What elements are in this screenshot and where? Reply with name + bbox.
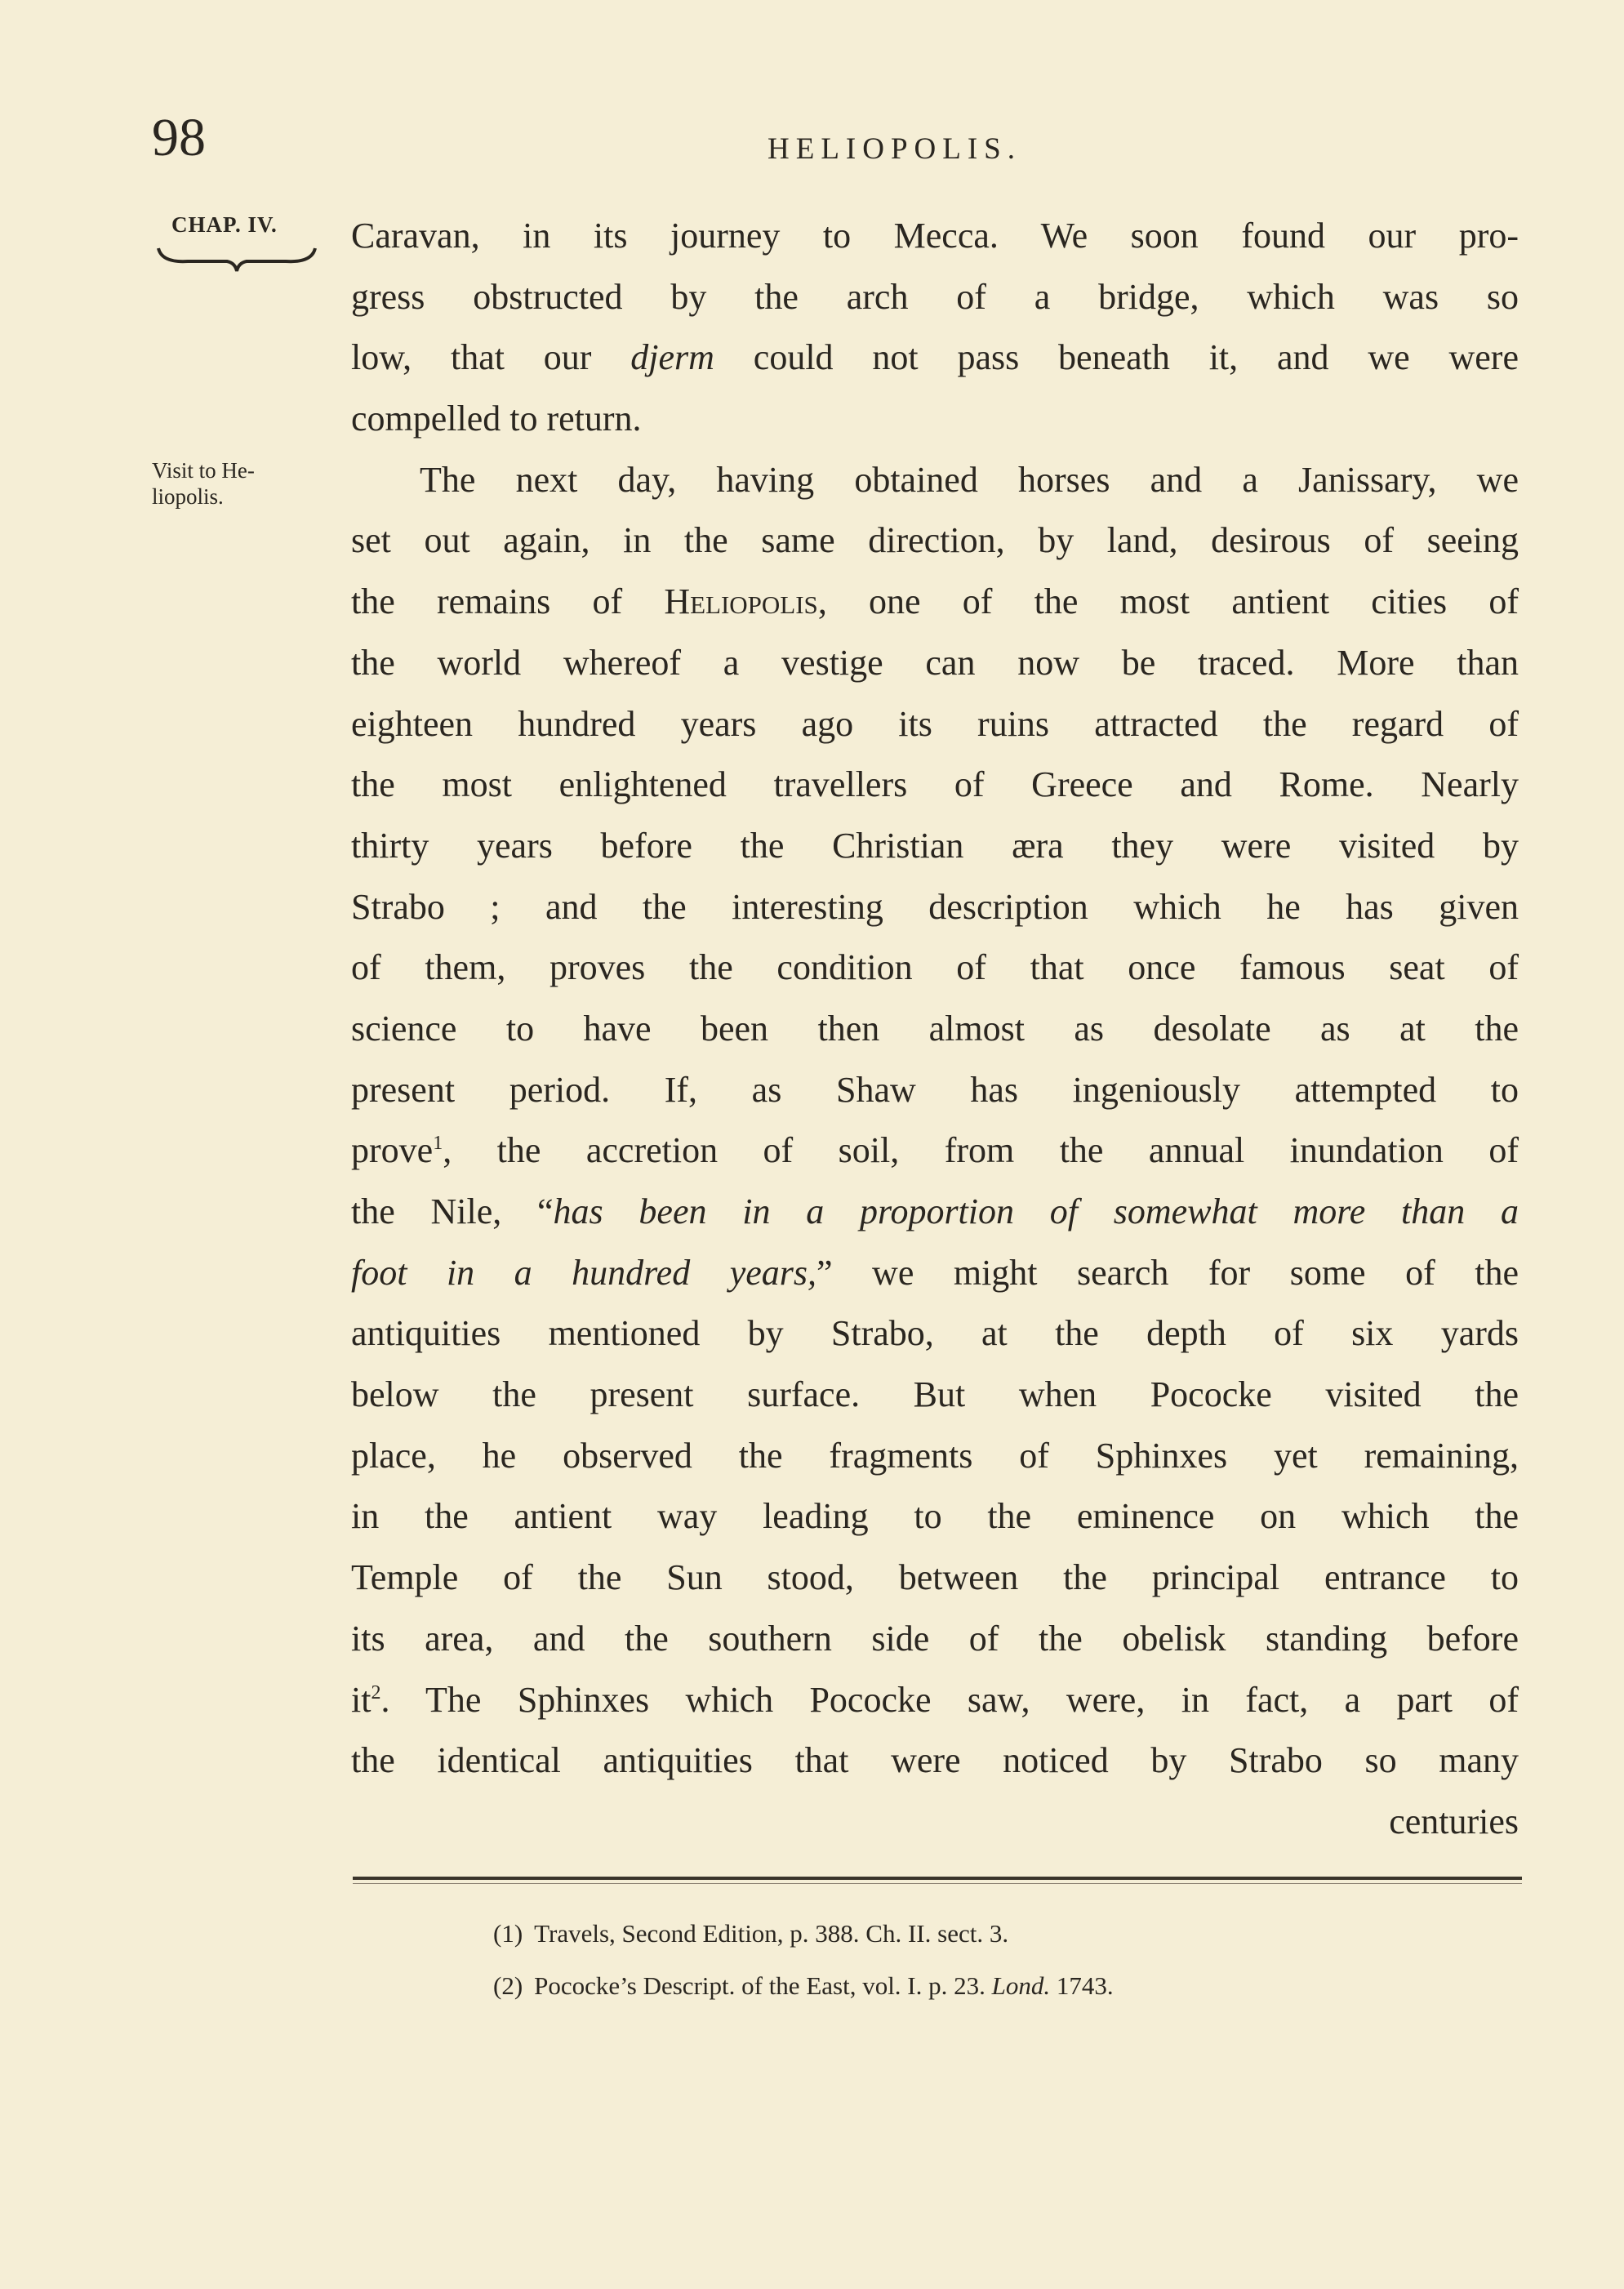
chapter-label: CHAP. IV. [171, 212, 278, 237]
footnote: (2) Pococke’s Descript. of the East, vol. I. p. 23. Lond. 1743. [493, 1971, 1114, 2000]
catchword: centuries [1389, 1801, 1519, 1841]
footnote-number: (1) [493, 1919, 523, 1948]
marginal-note-line: Visit to He- [152, 458, 255, 483]
footnote [493, 1908, 1114, 1960]
body-text [351, 206, 1519, 1853]
italic-quote: foot in a hundred years, [351, 1252, 817, 1293]
text-line: foot in a hundred years,” we might search for some of the [351, 1252, 1519, 1293]
italic-term: djerm [630, 337, 714, 378]
marginal-note [152, 457, 315, 510]
text-line: compelled to return. [351, 399, 642, 439]
text-line: Temple of the Sun stood, between the principal entrance to [351, 1557, 1519, 1598]
text-line: low, that our djerm could not pass beneath it, and we were [351, 337, 1519, 378]
text-line: present period. If, as Shaw has ingeniously attempted to [351, 1069, 1519, 1110]
text-line: antiquities mentioned by Strabo, at the depth of six yards [351, 1313, 1519, 1354]
text-line: in the antient way leading to the eminence on which the [351, 1496, 1519, 1537]
footnote-ref: 1 [433, 1133, 443, 1155]
text-line: the remains of Heliopolis, one of the most antient cities of [351, 581, 1519, 622]
text-line: $it^2$. The Sphinxes which Pococke saw, were, in fact, a part of [351, 1679, 1519, 1720]
running-title: HELIOPOLIS. [768, 132, 1022, 166]
footnote-rule [353, 1877, 1522, 1880]
footnote-text: Pococke’s Descript. of the East, vol. I. p. 23. [534, 1971, 992, 2000]
footnote-number: (2) [493, 1971, 523, 2000]
small-caps-name: Heliopolis [664, 581, 818, 622]
text-line: Strabo ; and the interesting description which he has given [351, 886, 1519, 927]
text-line: its area, and the southern side of the obelisk standing before [351, 1618, 1519, 1659]
text-line: The next day, having obtained horses and a Janissary, we [420, 459, 1519, 500]
brace-ornament [155, 245, 318, 274]
text-line: set out again, in the same direction, by land, desirous of seeing [351, 520, 1519, 561]
text-line: the most enlightened travellers of Greece and Rome. Nearly [351, 764, 1519, 805]
text-line: science to have been then almost as desolate as at the [351, 1008, 1519, 1049]
footnote-italic: Lond. [991, 1971, 1051, 2000]
text-line: the identical antiquities that were noticed by Strabo so many [351, 1740, 1519, 1781]
text-line: below the present surface. But when Pococke visited the [351, 1374, 1519, 1415]
footnote-ref: 2 [371, 1681, 381, 1703]
text-line: of them, proves the condition of that once famous seat of [351, 947, 1519, 988]
page-number: 98 [152, 108, 206, 167]
text-line: place, he observed the fragments of Sphinxes yet remaining, [351, 1435, 1519, 1476]
italic-quote: has been in a proportion of somewhat more than a [553, 1191, 1519, 1231]
text-line: prove$^1$, the accretion of soil, from the annual inundation of [351, 1130, 1519, 1171]
text-line: gress obstructed by the arch of a bridge, which was so [351, 276, 1519, 317]
footnotes [493, 1908, 1114, 2012]
text-line: Caravan, in its journey to Mecca. We soon found our pro- [351, 216, 1519, 256]
text-line: the world whereof a vestige can now be traced. More than [351, 642, 1519, 683]
text-line: the Nile, “has been in a proportion of somewhat more than a [351, 1191, 1519, 1231]
text-line: thirty years before the Christian æra they were visited by [351, 825, 1519, 866]
text-line: eighteen hundred years ago its ruins attracted the regard of [351, 703, 1519, 744]
marginal-note-line: liopolis. [152, 484, 224, 509]
footnote-text: Travels, Second Edition, p. 388. Ch. II. sect. 3. [534, 1919, 1009, 1948]
footnote-rule-thin [353, 1883, 1522, 1884]
